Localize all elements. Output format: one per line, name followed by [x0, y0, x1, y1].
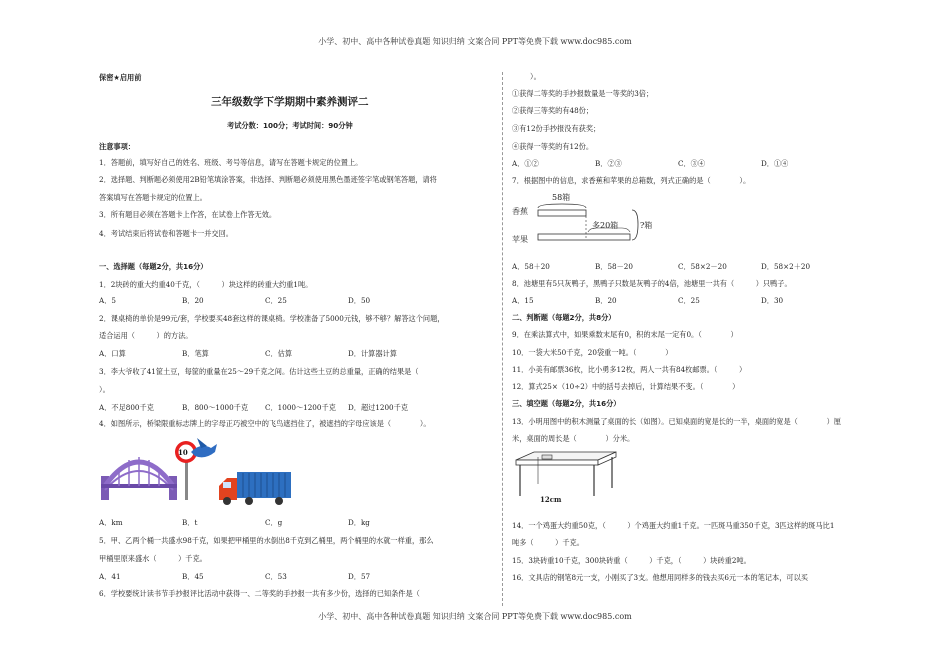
- diagram-diff-label: 多20箱: [592, 221, 619, 230]
- table-illustration: [512, 448, 622, 508]
- option[interactable]: D．kg: [348, 518, 370, 527]
- question-3-cont: ）。: [99, 385, 110, 394]
- block-icon: [542, 455, 552, 459]
- diagram-apple-label: 苹果: [512, 235, 528, 244]
- secret-label: 保密★启用前: [99, 73, 142, 82]
- question-15: 15．3块砖重10千克，300块砖重（ ）千克，（ ）块砖重2吨。: [512, 556, 751, 565]
- option[interactable]: D．50: [348, 296, 371, 305]
- note-2: 2．选择题、判断题必须使用2B铅笔填涂答案，非选择、判断题必须使用黑色墨迹签字笔或钢笔答题，请将: [99, 175, 437, 184]
- option[interactable]: C．估算: [265, 349, 293, 358]
- option[interactable]: B．②③: [595, 159, 622, 168]
- table-label: 12cm: [540, 495, 562, 504]
- option[interactable]: C．③④: [678, 159, 706, 168]
- q6-condition-1: ①获得二等奖的手抄报数量是一等奖的3倍；: [512, 89, 654, 98]
- question-13: 13．小明用图中的积木测量了桌面的长（如图）。已知桌面的宽是长的一半，桌面的宽是（ ）厘: [512, 417, 841, 426]
- option[interactable]: D．①④: [761, 159, 789, 168]
- option[interactable]: B．58－20: [595, 262, 633, 271]
- question-10: 10．一袋大米50千克，20袋重一吨。（ ）: [512, 348, 673, 357]
- question-14-cont: 吨多（ ）千克。: [512, 538, 584, 547]
- q6-condition-3: ③有12份手抄报没有获奖；: [512, 124, 601, 133]
- option[interactable]: D．超过1200千克: [348, 403, 408, 412]
- question-4: 4．如图所示，桥梁限重标志牌上的字母正巧被空中的飞鸟遮挡住了，被遮挡的字母应该是（ ）。: [99, 419, 431, 428]
- diagram-banana-label: 香蕉: [512, 207, 528, 216]
- exam-info: 考试分数：100分；考试时间：90分钟: [227, 121, 353, 130]
- option[interactable]: A．口算: [99, 349, 126, 358]
- question-2-cont: 适合运用（ ）的方法。: [99, 331, 193, 340]
- option[interactable]: D．计算器计算: [348, 349, 397, 358]
- question-3: 3．李大爷收了41筐土豆，每筐的重量在25～29千克之间。估计这些土豆的总重量，正确的结果是（: [99, 367, 419, 376]
- option[interactable]: B．笔算: [182, 349, 209, 358]
- option[interactable]: B．t: [182, 518, 198, 527]
- option[interactable]: A．58＋20: [512, 262, 550, 271]
- option[interactable]: C．53: [265, 572, 287, 581]
- apple-bar: [538, 234, 630, 240]
- option[interactable]: B．800～1000千克: [182, 403, 249, 412]
- option[interactable]: C．g: [265, 518, 283, 527]
- option[interactable]: C．1000～1200千克: [265, 403, 336, 412]
- q6-condition-2: ②获得三等奖的有48份；: [512, 106, 594, 115]
- option[interactable]: D．30: [761, 296, 784, 305]
- option[interactable]: B．45: [182, 572, 204, 581]
- question-16: 16．文具店的钢笔8元一支，小刚买了3支。他想用同样多的钱去买6元一本的笔记本，可以买: [512, 573, 808, 582]
- page-header: 小学、初中、高中各种试卷真题 知识归纳 文案合同 PPT等免费下载 www.doc985.com: [318, 37, 632, 46]
- question-2: 2．课桌椅的单价是99元/套，学校要买48套这样的课桌椅。学校准备了5000元钱，够不够？解答这个问题，: [99, 314, 445, 323]
- diagram-total-label: ?箱: [640, 221, 653, 230]
- question-12: 12．算式25×（10÷2）中的括号去掉后，计算结果不变。（ ）: [512, 382, 740, 391]
- truck-icon: [219, 472, 291, 505]
- bridge-icon: [101, 457, 177, 500]
- column-divider: [502, 72, 503, 606]
- notice-title: 注意事项：: [99, 142, 135, 151]
- page-footer: 小学、初中、高中各种试卷真题 知识归纳 文案合同 PPT等免费下载 www.doc985.com: [318, 612, 632, 621]
- question-1: 1．2块砖的重大约重40千克，（ ）块这样的砖重大约重1吨。: [99, 280, 313, 289]
- table-icon: [516, 452, 616, 496]
- note-3: 3．所有题目必须在答题卡上作答，在试卷上作答无效。: [99, 210, 277, 219]
- line-segment-diagram: [512, 188, 672, 252]
- option[interactable]: C．58×2－20: [678, 262, 727, 271]
- question-6: 6．学校要统计读书节手抄报评比活动中获得一、二等奖的手抄报一共有多少份，选择的已知条件是（: [99, 589, 420, 598]
- option[interactable]: D．58×2＋20: [761, 262, 811, 271]
- diagram-top-label: 58箱: [552, 193, 571, 202]
- section-fill: 三、填空题（每题2分，共16分）: [512, 399, 621, 408]
- exam-title: 三年级数学下学期期中素养测评二: [211, 96, 369, 108]
- option[interactable]: B．20: [182, 296, 204, 305]
- option[interactable]: A．41: [99, 572, 121, 581]
- question-9: 9．在乘法算式中，如果乘数末尾有0，积的末尾一定有0。（ ）: [512, 330, 738, 339]
- option[interactable]: A．不足800千克: [99, 403, 154, 412]
- bridge-illustration: [99, 438, 299, 508]
- sign-text: 10: [178, 448, 188, 457]
- section-judge: 二、判断题（每题2分，共8分）: [512, 313, 616, 322]
- option[interactable]: C．25: [265, 296, 287, 305]
- option[interactable]: D．57: [348, 572, 371, 581]
- question-8: 8．池塘里有5只灰鸭子，黑鸭子只数是灰鸭子的4倍，池塘里一共有（ ）只鸭子。: [512, 279, 792, 288]
- question-5-cont: 甲桶里原来盛水（ ）千克。: [99, 554, 207, 563]
- banana-bar: [538, 210, 586, 216]
- option[interactable]: A．①②: [512, 159, 539, 168]
- option[interactable]: B．20: [595, 296, 617, 305]
- note-4: 4．考试结束后将试卷和答题卡一并交回。: [99, 229, 233, 238]
- q6-condition-4: ④获得一等奖的有12份。: [512, 142, 594, 151]
- note-1: 1．答题前，填写好自己的姓名、班级、考号等信息，请写在答题卡规定的位置上。: [99, 158, 363, 167]
- option[interactable]: A．5: [99, 296, 116, 305]
- question-6-cont: ）。: [530, 72, 541, 81]
- section-choice: 一、选择题（每题2分，共16分）: [99, 262, 208, 271]
- question-5: 5．甲、乙两个桶一共盛水98千克，如果把甲桶里的水倒出8千克到乙桶里，两个桶里的水就一样重，那么: [99, 536, 434, 545]
- option[interactable]: A．15: [512, 296, 534, 305]
- note-2-cont: 答案填写在答题卡规定的位置上。: [99, 193, 207, 202]
- option[interactable]: C．25: [678, 296, 700, 305]
- question-7: 7．根据图中的信息，求香蕉和苹果的总箱数，列式正确的是（ ）。: [512, 176, 751, 185]
- question-14: 14．一个鸡蛋大约重50克，（ ）个鸡蛋大约重1千克。一匹斑马重350千克，3匹这样的斑马比1: [512, 521, 835, 530]
- question-11: 11．小美有邮票36枚，比小勇多12枚，两人一共有84枚邮票。（ ）: [512, 365, 747, 374]
- question-13-cont: 米，桌面的周长是（ ）分米。: [512, 434, 635, 443]
- option[interactable]: A．km: [99, 518, 123, 527]
